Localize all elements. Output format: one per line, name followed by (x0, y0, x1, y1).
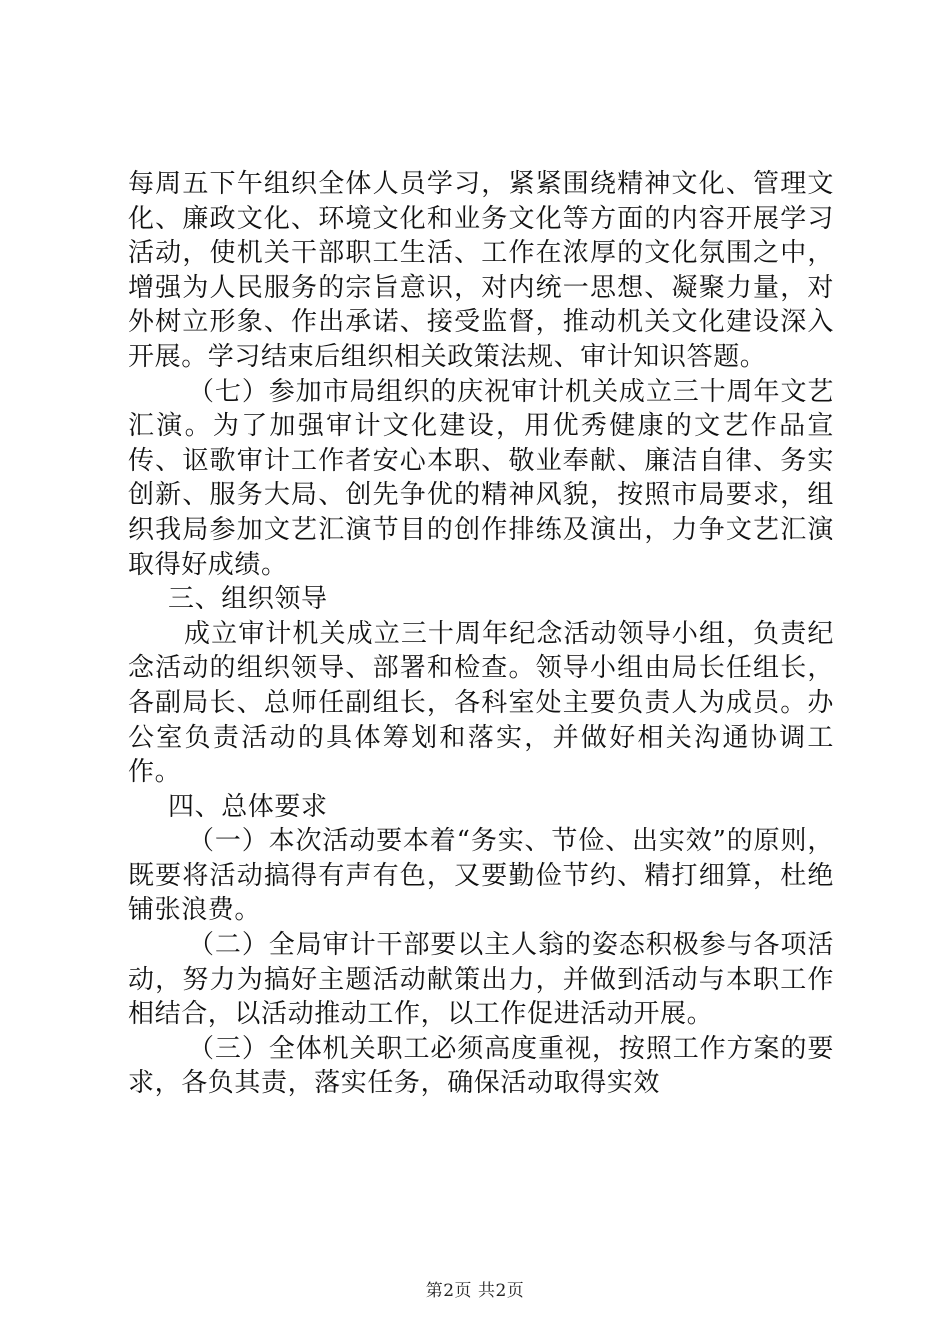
paragraph-leadership-group: 成立审计机关成立三十周年纪念活动领导小组，负责纪念活动的组织领导、部署和检查。领导小组由局长任组长，各副局长、总师任副组长，各科室处主要负责人为成员。办公室负责活动的具体筹划和落实，并做好相关沟通协调工作。 (128, 618, 834, 788)
section-heading-organization: 三、组织领导 (168, 584, 328, 615)
paragraph-study-activities: 每周五下午组织全体人员学习，紧紧围绕精神文化、管理文化、廉政文化、环境文化和业务文化等方面的内容开展学习活动，使机关干部职工生活、工作在浓厚的文化氛围之中，增强为人民服务的宗旨意识，对内统一思想、凝聚力量，对外树立形象、作出承诺、接受监督，推动机关文化建设深入开展。学习结束后组织相关政策法规、审计知识答题。 (128, 169, 834, 372)
paragraph-requirement-1: （一）本次活动要本着“务实、节俭、出实效”的原则，既要将活动搞得有声有色，又要勤俭节约、精打细算，杜绝铺张浪费。 (128, 826, 834, 926)
paragraph-requirement-2: （二）全局审计干部要以主人翁的姿态积极参与各项活动，努力为搞好主题活动献策出力，并做到活动与本职工作相结合，以活动推动工作，以工作促进活动开展。 (128, 930, 834, 1030)
paragraph-requirement-3: （三）全体机关职工必须高度重视，按照工作方案的要求，各负其责，落实任务，确保活动取得实效 (128, 1033, 834, 1099)
paragraph-art-performance: （七）参加市局组织的庆祝审计机关成立三十周年文艺汇演。为了加强审计文化建设，用优秀健康的文艺作品宣传、讴歌审计工作者安心本职、敬业奉献、廉洁自律、务实创新、服务大局、创先争优的精神风貌，按照市局要求，组织我局参加文艺汇演节目的创作排练及演出，力争文艺汇演取得好成绩。 (128, 376, 834, 580)
document-body (128, 167, 834, 1101)
section-heading-requirements: 四、总体要求 (168, 791, 328, 822)
page-number-footer: 第2页 共2页 (425, 1281, 525, 1301)
